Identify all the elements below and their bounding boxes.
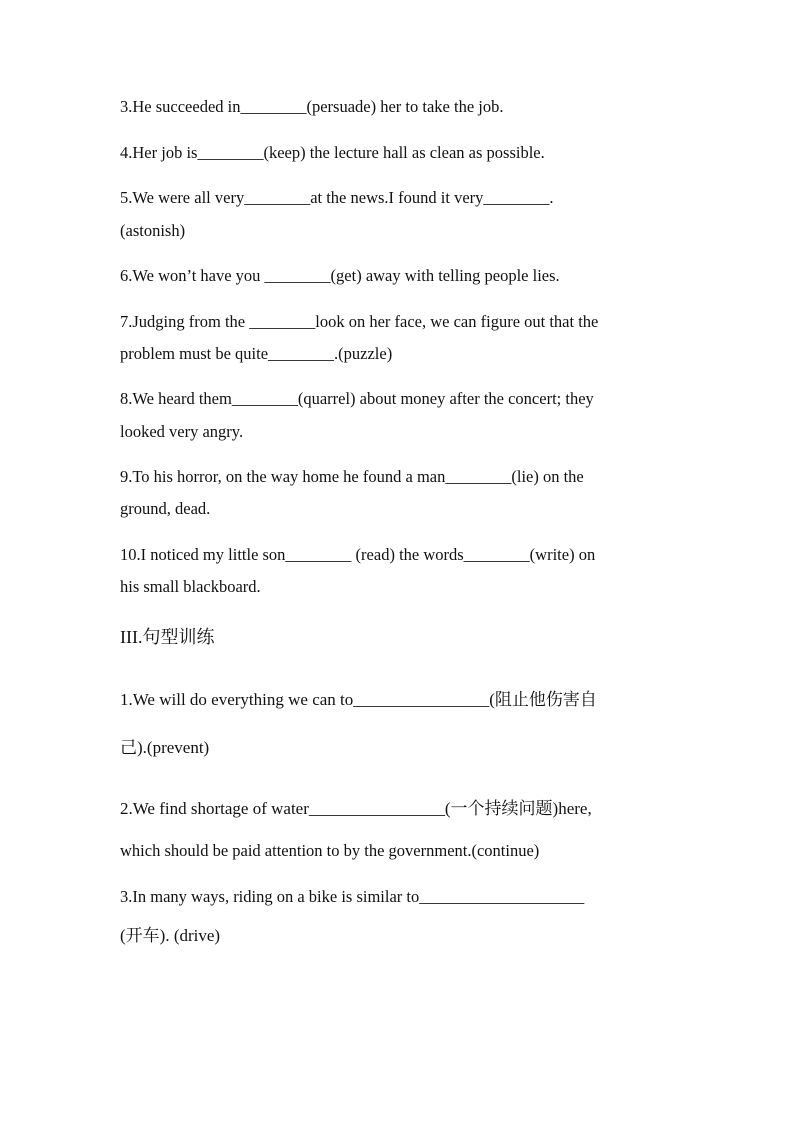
pattern-2-line-1: 2.We find shortage of water________________(一个持续问题)here, [120,799,592,818]
exercise-5-line-2: (astonish) [120,221,186,240]
exercise-5-line-1: 5.We were all very________at the news.I found it very________. [120,188,554,207]
pattern-3-line-1: 3.In many ways, riding on a bike is similar to____________________ [120,887,585,906]
exercise-7-line-1: 7.Judging from the ________look on her face, we can figure out that the [120,312,599,331]
exercise-10-line-2: his small blackboard. [120,577,261,596]
pattern-2-line-2: which should be paid attention to by the government.(continue) [120,841,540,860]
exercise-3: 3.He succeeded in________(persuade) her to take the job. [120,97,504,116]
pattern-3-line-2: (开车). (drive) [120,926,221,945]
exercise-9-line-1: 9.To his horror, on the way home he found a man________(lie) on the [120,467,584,486]
pattern-1-line-1: 1.We will do everything we can to________________(阻止他伤害自 [120,690,597,709]
exercise-9-line-2: ground, dead. [120,499,211,518]
exercise-10-line-1: 10.I noticed my little son________ (read) the words________(write) on [120,545,596,564]
exercise-6: 6.We won’t have you ________(get) away with telling people lies. [120,266,560,285]
exercise-7-line-2: problem must be quite________.(puzzle) [120,344,393,363]
section-heading: III.句型训练 [120,627,215,647]
pattern-1-line-2: 己).(prevent) [120,738,210,757]
exercise-8-line-2: looked very angry. [120,422,244,441]
exercise-4: 4.Her job is________(keep) the lecture hall as clean as possible. [120,143,545,162]
exercise-8-line-1: 8.We heard them________(quarrel) about money after the concert; they [120,389,594,408]
